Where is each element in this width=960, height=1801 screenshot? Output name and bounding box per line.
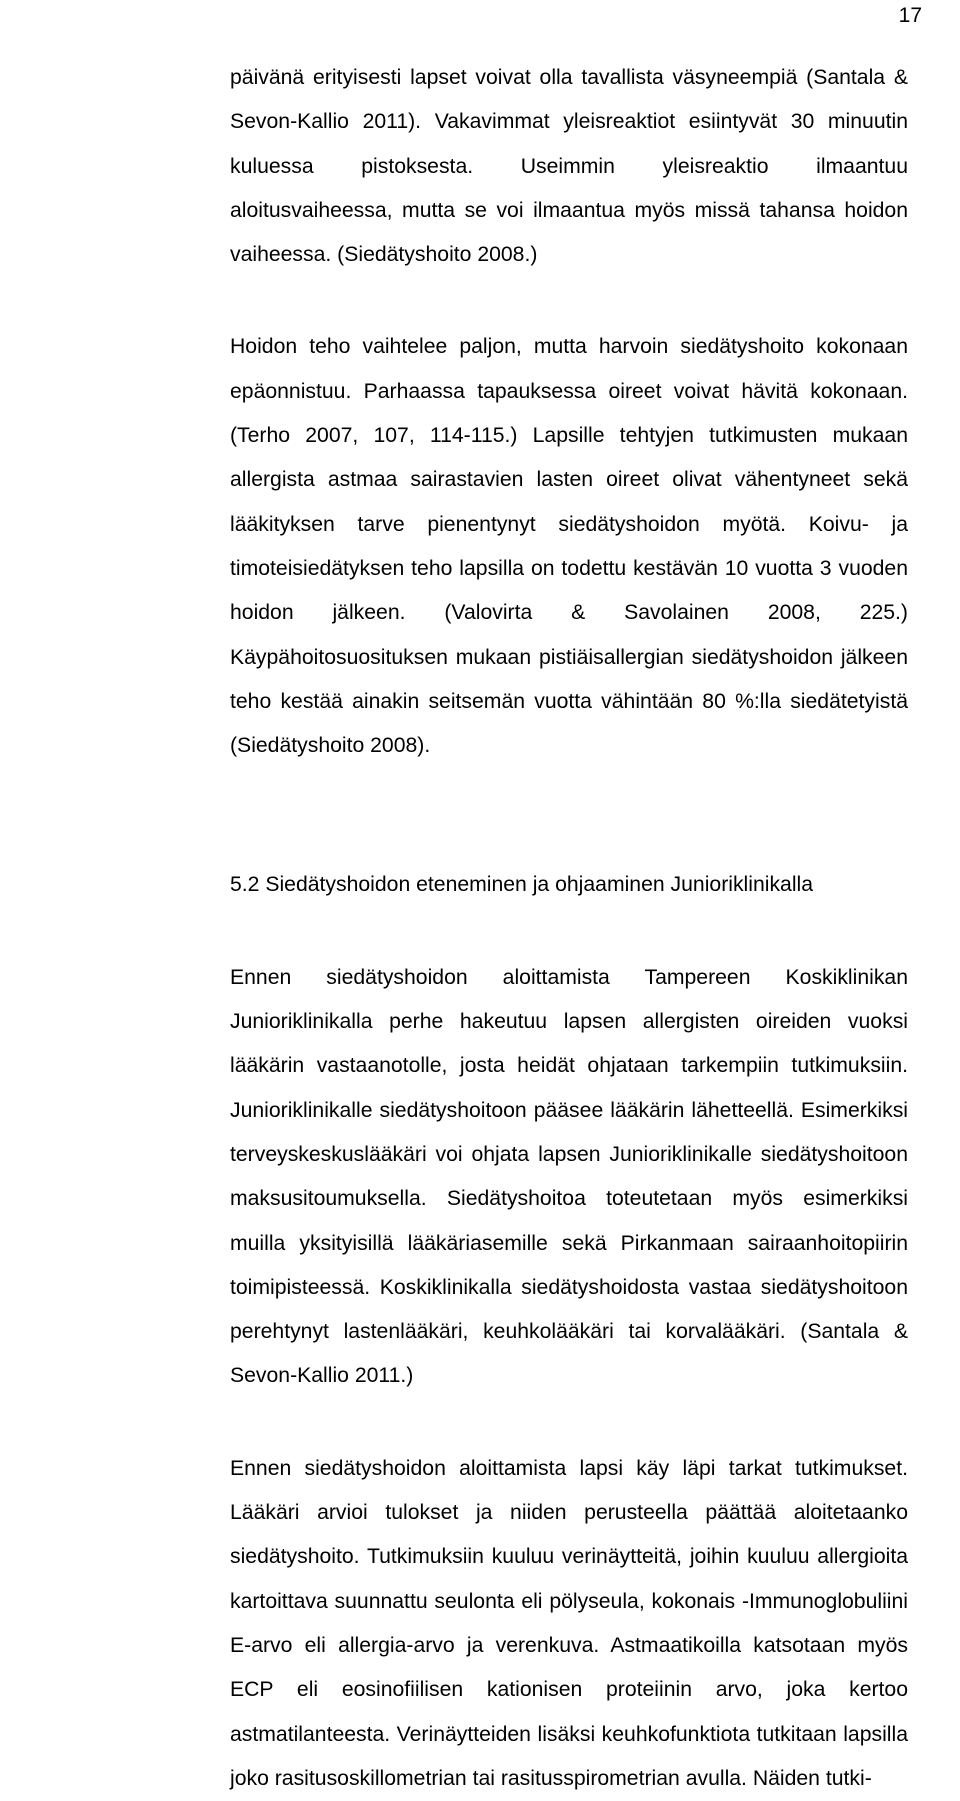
paragraph-2: Hoidon teho vaihtelee paljon, mutta harvoin siedätyshoito kokonaan epäonnistuu. Parhaassa tapauksessa oireet voivat hävitä kokonaan. (Terho 2007, 107, 114-115.) Lapsille tehtyjen tutkimusten mukaan allergista astmaa sairastavien lasten oireet olivat vähentyneet sekä lääkityksen tarve pienentynyt siedätyshoidon myötä. Koivu- ja timoteisiedätyksen teho lapsilla on todettu kestävän 10 vuotta 3 vuoden hoidon jälkeen. (Valovirta & Savolainen 2008, 225.) Käypähoitosuosituksen mukaan pistiäisallergian siedätyshoidon jälkeen teho kestää ainakin seitsemän vuotta vähintään 80 %:lla siedätetyistä (Siedätyshoito 2008). [230,335,908,758]
paragraph-4: Ennen siedätyshoidon aloittamista lapsi käy läpi tarkat tutkimukset. Lääkäri arvioi tulokset ja niiden perusteella päättää aloitetaanko siedätyshoito. Tutkimuksiin kuuluu verinäytteitä, joihin kuuluu allergioita kartoittava suunnattu seulonta eli pölyseula, kokonais -Immunoglobuliini E-arvo eli allergia-arvo ja verenkuva. Astmaatikoilla katsotaan myös ECP eli eosinofiilisen kationisen proteiinin arvo, joka kertoo astmatilanteesta. Verinäytteiden lisäksi keuhkofunktiota tutkitaan lapsilla joko rasitusoskillometrian tai rasitusspirometrian avulla. Näiden tutki- [230,1456,908,1790]
document-body [230,56,908,1801]
paragraph-3: Ennen siedätyshoidon aloittamista Tampereen Koskiklinikan Junioriklinikalla perhe hakeutuu lapsen allergisten oireiden vuoksi lääkärin vastaanotolle, josta heidät ohjataan tarkempiin tutkimuksiin. Junioriklinikalle siedätyshoitoon pääsee lääkärin lähetteellä. Esimerkiksi terveyskeskuslääkäri voi ohjata lapsen Junioriklinikalle siedätyshoitoon maksusitoumuksella. Siedätyshoitoa toteutetaan myös esimerkiksi muilla yksityisillä lääkäriasemille sekä Pirkanmaan sairaanhoitopiirin toimipisteessä. Koskiklinikalla siedätyshoidosta vastaa siedätyshoitoon perehtynyt lastenlääkäri, keuhkolääkäri tai korvalääkäri. (Santala & Sevon-Kallio 2011.) [230,965,908,1388]
page-number: 17 [898,4,922,27]
paragraph-1: päivänä erityisesti lapset voivat olla tavallista väsyneempiä (Santala & Sevon-Kallio 2011). Vakavimmat yleisreaktiot esiintyvät 30 minuutin kuluessa pistoksesta. Useimmin yleisreaktio ilmaantuu aloitusvaiheessa, mutta se voi ilmaantua myös missä tahansa hoidon vaiheessa. (Siedätyshoito 2008.) [230,66,908,267]
section-heading: 5.2 Siedätyshoidon eteneminen ja ohjaaminen Junioriklinikalla [230,873,814,897]
